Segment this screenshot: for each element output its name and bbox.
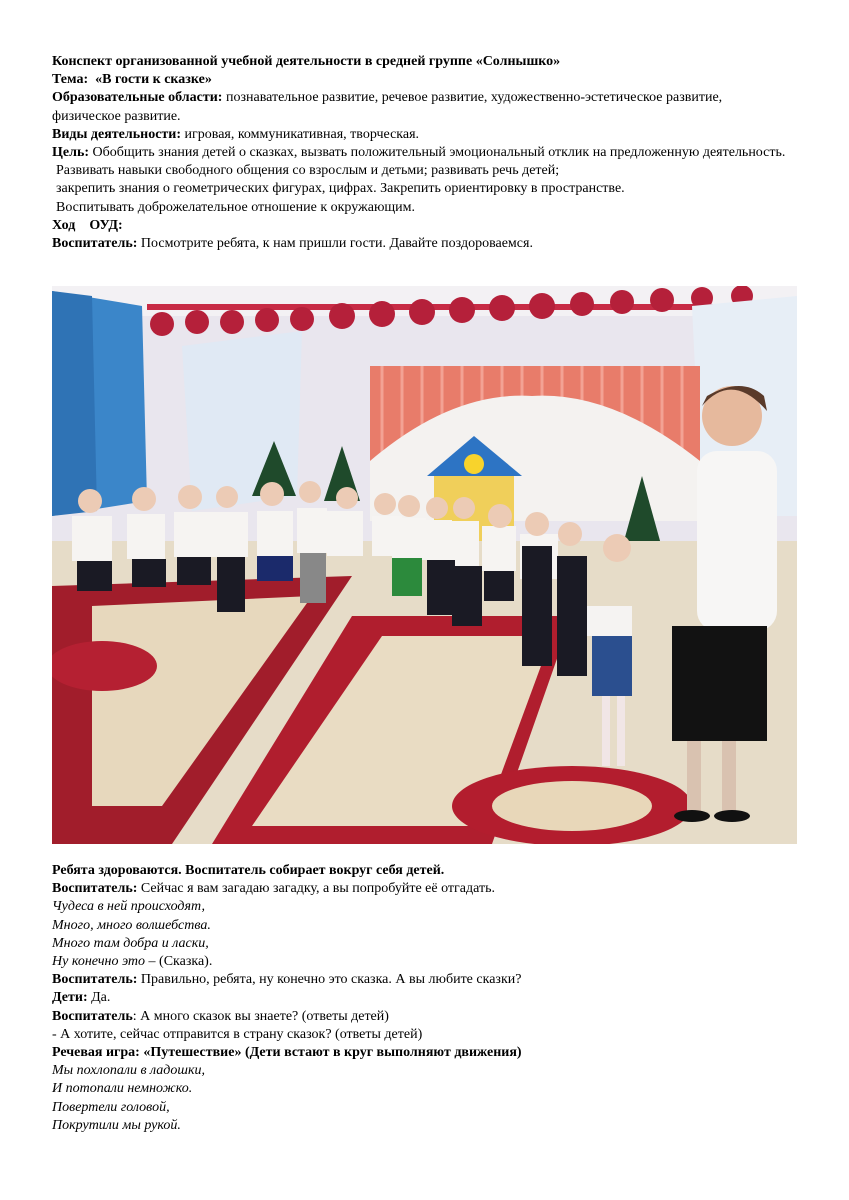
game-title: Речевая игра: «Путешествие» (Дети встают в круг выполняют движения): [52, 1045, 522, 1061]
riddle-line: Много, много волшебства.: [52, 917, 211, 933]
action-note: Ребята здороваются. Воспитатель собирает вокруг себя детей.: [52, 863, 445, 878]
teacher-line: Воспитатель: Сейчас я вам загадаю загадку, а вы попробуйте её отгадать.: [52, 881, 495, 897]
poem-line: Повертели головой,: [52, 1099, 170, 1115]
classroom-photo-illustration: [52, 286, 797, 844]
goal-item: Воспитывать доброжелательное отношение к окружающим.: [56, 199, 416, 215]
document-title: Конспект организованной учебной деятельности в средней группе «Солнышко»: [52, 54, 561, 69]
poem-line: И потопали немножко.: [52, 1081, 193, 1097]
goal-line: Цель: Обобщить знания детей о сказках, вызвать положительный эмоциональный отклик на предложенную деятельность.: [52, 145, 786, 161]
activities-line: Виды деятельности: игровая, коммуникативная, творческая.: [52, 126, 420, 142]
goal-item: закрепить знания о геометрических фигурах, цифрах. Закрепить ориентировку в пространстве.: [56, 181, 625, 197]
children-line: Дети: Да.: [52, 990, 111, 1006]
classroom-photo: [52, 286, 797, 844]
riddle-line: Много там добра и ласки,: [52, 935, 209, 951]
teacher-line: Воспитатель: Посмотрите ребята, к нам пришли гости. Давайте поздороваемся.: [52, 236, 533, 252]
teacher-question-line: - А хотите, сейчас отправится в страну сказок? (ответы детей): [52, 1026, 423, 1042]
course-heading: Ход ОУД:: [52, 217, 123, 233]
areas-line: Образовательные области: познавательное развитие, речевое развитие, художественно-эстетическое развитие, физическое развитие.: [52, 90, 723, 124]
poem-line: Мы похлопали в ладошки,: [52, 1063, 206, 1079]
lesson-body: [52, 862, 792, 1135]
goal-item: Развивать навыки свободного общения со взрослым и детьми; развивать речь детей;: [56, 163, 560, 179]
riddle-line: Чудеса в ней происходят,: [52, 899, 205, 915]
teacher-line: Воспитатель: А много сказок вы знаете? (ответы детей): [52, 1008, 389, 1024]
theme-line: Тема: «В гости к сказке»: [52, 72, 212, 88]
teacher-line: Воспитатель: Правильно, ребята, ну конечно это сказка. А вы любите сказки?: [52, 972, 522, 988]
riddle-answer-line: Ну конечно это – (Сказка).: [52, 954, 213, 970]
poem-line: Покрутили мы рукой.: [52, 1117, 181, 1133]
lesson-header: [52, 53, 792, 253]
